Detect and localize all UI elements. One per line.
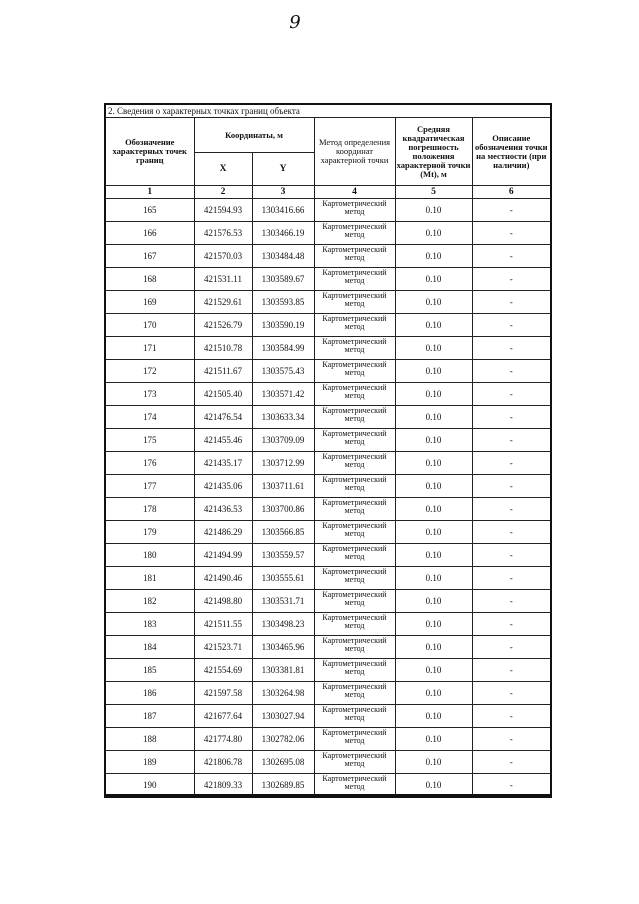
point-id-cell: 169 [105, 291, 194, 314]
table-row [105, 383, 551, 406]
y-coordinate-cell: 1303575.43 [252, 360, 314, 383]
point-id-cell: 185 [105, 659, 194, 682]
table-row [105, 406, 551, 429]
x-coordinate-cell: 421510.78 [194, 337, 252, 360]
description-cell: - [472, 314, 551, 337]
x-coordinate-cell: 421523.71 [194, 636, 252, 659]
table-row [105, 636, 551, 659]
method-cell: Картометрический метод [314, 544, 395, 567]
accuracy-cell: 0.10 [395, 475, 472, 498]
point-id-cell: 188 [105, 728, 194, 751]
accuracy-cell: 0.10 [395, 590, 472, 613]
header-x: X [194, 153, 252, 186]
column-number: 1 [105, 186, 194, 199]
table-body [105, 199, 551, 798]
x-coordinate-cell: 421511.67 [194, 360, 252, 383]
table-row [105, 314, 551, 337]
y-coordinate-cell: 1303498.23 [252, 613, 314, 636]
description-cell: - [472, 751, 551, 774]
accuracy-cell: 0.10 [395, 383, 472, 406]
accuracy-cell: 0.10 [395, 682, 472, 705]
method-cell: Картометрический метод [314, 406, 395, 429]
table-row [105, 728, 551, 751]
accuracy-cell: 0.10 [395, 636, 472, 659]
header-accuracy: Средняя квадратическая погрешность положения характерной точки (Mt), м [395, 118, 472, 186]
table-row [105, 337, 551, 360]
y-coordinate-cell: 1303416.66 [252, 199, 314, 222]
y-coordinate-cell: 1303700.86 [252, 498, 314, 521]
table-row [105, 751, 551, 774]
point-id-cell: 190 [105, 774, 194, 798]
header-method: Метод определения координат характерной точки [314, 118, 395, 186]
accuracy-cell: 0.10 [395, 268, 472, 291]
y-coordinate-cell: 1303709.09 [252, 429, 314, 452]
accuracy-cell: 0.10 [395, 728, 472, 751]
description-cell: - [472, 498, 551, 521]
y-coordinate-cell: 1303484.48 [252, 245, 314, 268]
column-number: 2 [194, 186, 252, 199]
description-cell: - [472, 199, 551, 222]
description-cell: - [472, 544, 551, 567]
accuracy-cell: 0.10 [395, 705, 472, 728]
point-id-cell: 179 [105, 521, 194, 544]
description-cell: - [472, 567, 551, 590]
x-coordinate-cell: 421511.55 [194, 613, 252, 636]
description-cell: - [472, 452, 551, 475]
description-cell: - [472, 636, 551, 659]
method-cell: Картометрический метод [314, 337, 395, 360]
x-coordinate-cell: 421505.40 [194, 383, 252, 406]
y-coordinate-cell: 1303381.81 [252, 659, 314, 682]
method-cell: Картометрический метод [314, 498, 395, 521]
method-cell: Картометрический метод [314, 567, 395, 590]
x-coordinate-cell: 421677.64 [194, 705, 252, 728]
y-coordinate-cell: 1303465.96 [252, 636, 314, 659]
point-id-cell: 183 [105, 613, 194, 636]
accuracy-cell: 0.10 [395, 360, 472, 383]
point-id-cell: 166 [105, 222, 194, 245]
y-coordinate-cell: 1303466.19 [252, 222, 314, 245]
y-coordinate-cell: 1303593.85 [252, 291, 314, 314]
y-coordinate-cell: 1303584.99 [252, 337, 314, 360]
y-coordinate-cell: 1302695.08 [252, 751, 314, 774]
table-row [105, 590, 551, 613]
accuracy-cell: 0.10 [395, 245, 472, 268]
accuracy-cell: 0.10 [395, 774, 472, 798]
point-id-cell: 181 [105, 567, 194, 590]
x-coordinate-cell: 421494.99 [194, 544, 252, 567]
accuracy-cell: 0.10 [395, 406, 472, 429]
description-cell: - [472, 659, 551, 682]
description-cell: - [472, 728, 551, 751]
table-row [105, 521, 551, 544]
table-row [105, 429, 551, 452]
bottom-rule [104, 794, 552, 797]
point-id-cell: 182 [105, 590, 194, 613]
x-coordinate-cell: 421436.53 [194, 498, 252, 521]
point-id-cell: 173 [105, 383, 194, 406]
header-coordinates: Координаты, м [194, 118, 314, 153]
method-cell: Картометрический метод [314, 222, 395, 245]
method-cell: Картометрический метод [314, 751, 395, 774]
y-coordinate-cell: 1303027.94 [252, 705, 314, 728]
y-coordinate-cell: 1303264.98 [252, 682, 314, 705]
x-coordinate-cell: 421435.17 [194, 452, 252, 475]
x-coordinate-cell: 421570.03 [194, 245, 252, 268]
table-row [105, 544, 551, 567]
x-coordinate-cell: 421455.46 [194, 429, 252, 452]
y-coordinate-cell: 1303590.19 [252, 314, 314, 337]
method-cell: Картометрический метод [314, 314, 395, 337]
accuracy-cell: 0.10 [395, 314, 472, 337]
method-cell: Картометрический метод [314, 245, 395, 268]
point-id-cell: 175 [105, 429, 194, 452]
point-id-cell: 165 [105, 199, 194, 222]
method-cell: Картометрический метод [314, 705, 395, 728]
point-id-cell: 186 [105, 682, 194, 705]
y-coordinate-cell: 1302782.06 [252, 728, 314, 751]
x-coordinate-cell: 421576.53 [194, 222, 252, 245]
method-cell: Картометрический метод [314, 728, 395, 751]
x-coordinate-cell: 421476.54 [194, 406, 252, 429]
table-row [105, 659, 551, 682]
y-coordinate-cell: 1303559.57 [252, 544, 314, 567]
header-point-designation: Обозначение характерных точек границ [105, 118, 194, 186]
x-coordinate-cell: 421809.33 [194, 774, 252, 798]
method-cell: Картометрический метод [314, 383, 395, 406]
description-cell: - [472, 682, 551, 705]
x-coordinate-cell: 421531.11 [194, 268, 252, 291]
x-coordinate-cell: 421498.80 [194, 590, 252, 613]
x-coordinate-cell: 421435.06 [194, 475, 252, 498]
accuracy-cell: 0.10 [395, 199, 472, 222]
boundary-points-table [104, 103, 552, 798]
x-coordinate-cell: 421806.78 [194, 751, 252, 774]
accuracy-cell: 0.10 [395, 222, 472, 245]
table-row [105, 705, 551, 728]
method-cell: Картометрический метод [314, 521, 395, 544]
y-coordinate-cell: 1303531.71 [252, 590, 314, 613]
point-id-cell: 172 [105, 360, 194, 383]
x-coordinate-cell: 421490.46 [194, 567, 252, 590]
y-coordinate-cell: 1303589.67 [252, 268, 314, 291]
header-y: Y [252, 153, 314, 186]
x-coordinate-cell: 421529.61 [194, 291, 252, 314]
point-id-cell: 174 [105, 406, 194, 429]
point-id-cell: 167 [105, 245, 194, 268]
table-row [105, 475, 551, 498]
section-caption: 2. Сведения о характерных точках границ объекта [105, 104, 551, 118]
description-cell: - [472, 521, 551, 544]
x-coordinate-cell: 421526.79 [194, 314, 252, 337]
y-coordinate-cell: 1303712.99 [252, 452, 314, 475]
table-row [105, 613, 551, 636]
column-numbers-row [105, 186, 551, 199]
method-cell: Картометрический метод [314, 636, 395, 659]
column-number: 4 [314, 186, 395, 199]
y-coordinate-cell: 1303566.85 [252, 521, 314, 544]
page-number: 9 [289, 12, 301, 33]
description-cell: - [472, 360, 551, 383]
x-coordinate-cell: 421594.93 [194, 199, 252, 222]
method-cell: Картометрический метод [314, 429, 395, 452]
description-cell: - [472, 337, 551, 360]
x-coordinate-cell: 421486.29 [194, 521, 252, 544]
accuracy-cell: 0.10 [395, 291, 472, 314]
header-description: Описание обозначения точки на местности (при наличии) [472, 118, 551, 186]
table-row [105, 452, 551, 475]
description-cell: - [472, 475, 551, 498]
accuracy-cell: 0.10 [395, 659, 472, 682]
method-cell: Картометрический метод [314, 199, 395, 222]
method-cell: Картометрический метод [314, 682, 395, 705]
description-cell: - [472, 268, 551, 291]
description-cell: - [472, 406, 551, 429]
description-cell: - [472, 383, 551, 406]
point-id-cell: 171 [105, 337, 194, 360]
y-coordinate-cell: 1302689.85 [252, 774, 314, 798]
point-id-cell: 176 [105, 452, 194, 475]
table-row [105, 291, 551, 314]
method-cell: Картометрический метод [314, 475, 395, 498]
table-row [105, 682, 551, 705]
point-id-cell: 170 [105, 314, 194, 337]
table-row [105, 222, 551, 245]
table-row [105, 498, 551, 521]
method-cell: Картометрический метод [314, 590, 395, 613]
accuracy-cell: 0.10 [395, 337, 472, 360]
table-caption-row [105, 104, 551, 118]
point-id-cell: 187 [105, 705, 194, 728]
header-row-top [105, 118, 551, 153]
point-id-cell: 189 [105, 751, 194, 774]
accuracy-cell: 0.10 [395, 429, 472, 452]
method-cell: Картометрический метод [314, 291, 395, 314]
description-cell: - [472, 705, 551, 728]
accuracy-cell: 0.10 [395, 544, 472, 567]
description-cell: - [472, 245, 551, 268]
method-cell: Картометрический метод [314, 659, 395, 682]
y-coordinate-cell: 1303711.61 [252, 475, 314, 498]
description-cell: - [472, 291, 551, 314]
point-id-cell: 177 [105, 475, 194, 498]
table-row [105, 360, 551, 383]
method-cell: Картометрический метод [314, 268, 395, 291]
accuracy-cell: 0.10 [395, 452, 472, 475]
description-cell: - [472, 429, 551, 452]
table-row [105, 268, 551, 291]
description-cell: - [472, 222, 551, 245]
y-coordinate-cell: 1303571.42 [252, 383, 314, 406]
column-number: 3 [252, 186, 314, 199]
x-coordinate-cell: 421554.69 [194, 659, 252, 682]
point-id-cell: 180 [105, 544, 194, 567]
accuracy-cell: 0.10 [395, 751, 472, 774]
accuracy-cell: 0.10 [395, 567, 472, 590]
x-coordinate-cell: 421597.58 [194, 682, 252, 705]
column-number: 6 [472, 186, 551, 199]
description-cell: - [472, 590, 551, 613]
point-id-cell: 168 [105, 268, 194, 291]
accuracy-cell: 0.10 [395, 521, 472, 544]
column-number: 5 [395, 186, 472, 199]
accuracy-cell: 0.10 [395, 613, 472, 636]
x-coordinate-cell: 421774.80 [194, 728, 252, 751]
description-cell: - [472, 774, 551, 798]
point-id-cell: 184 [105, 636, 194, 659]
table-row [105, 245, 551, 268]
table-row [105, 199, 551, 222]
point-id-cell: 178 [105, 498, 194, 521]
method-cell: Картометрический метод [314, 452, 395, 475]
method-cell: Картометрический метод [314, 360, 395, 383]
accuracy-cell: 0.10 [395, 498, 472, 521]
y-coordinate-cell: 1303555.61 [252, 567, 314, 590]
method-cell: Картометрический метод [314, 613, 395, 636]
y-coordinate-cell: 1303633.34 [252, 406, 314, 429]
description-cell: - [472, 613, 551, 636]
table-row [105, 567, 551, 590]
method-cell: Картометрический метод [314, 774, 395, 798]
